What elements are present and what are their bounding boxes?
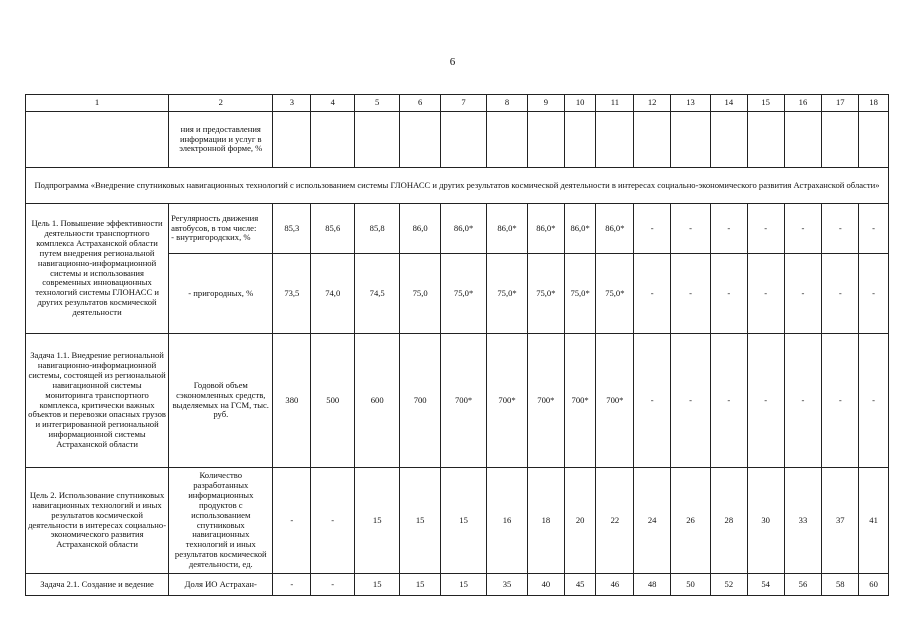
value-cell: 75,0* bbox=[487, 254, 528, 334]
column-number: 18 bbox=[859, 95, 889, 112]
task-2-1-title: Задача 2.1. Создание и ведение bbox=[26, 574, 169, 596]
value-cell: 86,0* bbox=[527, 204, 564, 254]
value-cell: 86,0 bbox=[400, 204, 441, 254]
subprogram-title: Подпрограмма «Внедрение спутниковых навигационных технологий с использованием системы ГЛОНАСС и других результатов космической деятельности в интересах социально-экономического развития Астраханской области» bbox=[26, 168, 889, 204]
table-row bbox=[26, 204, 889, 254]
value-cell: - bbox=[710, 334, 747, 468]
value-cell: 75,0* bbox=[527, 254, 564, 334]
value-cell: 58 bbox=[822, 574, 859, 596]
value-cell: 75,0 bbox=[400, 254, 441, 334]
value-cell: 54 bbox=[747, 574, 784, 596]
column-number: 12 bbox=[634, 95, 671, 112]
value-cell: 700* bbox=[441, 334, 487, 468]
value-cell: - bbox=[784, 254, 822, 334]
column-number: 2 bbox=[169, 95, 273, 112]
column-number: 13 bbox=[671, 95, 711, 112]
value-cell: - bbox=[859, 204, 889, 254]
value-cell: 700* bbox=[487, 334, 528, 468]
indicator-cell: - пригородных, % bbox=[169, 254, 273, 334]
column-number: 15 bbox=[747, 95, 784, 112]
value-cell: - bbox=[273, 468, 311, 574]
value-cell: 85,3 bbox=[273, 204, 311, 254]
value-cell: - bbox=[747, 204, 784, 254]
value-cell: 74,0 bbox=[311, 254, 355, 334]
value-cell: - bbox=[747, 334, 784, 468]
page-number: 6 bbox=[449, 56, 456, 68]
column-number: 6 bbox=[400, 95, 441, 112]
table-row bbox=[26, 334, 889, 468]
value-cell: 700* bbox=[596, 334, 634, 468]
column-number: 7 bbox=[441, 95, 487, 112]
value-cell: 15 bbox=[400, 468, 441, 574]
value-cell: 75,0* bbox=[564, 254, 596, 334]
value-cell: 500 bbox=[311, 334, 355, 468]
column-number: 9 bbox=[527, 95, 564, 112]
value-cell: 24 bbox=[634, 468, 671, 574]
value-cell: - bbox=[822, 334, 859, 468]
value-cell: 20 bbox=[564, 468, 596, 574]
value-cell: 46 bbox=[596, 574, 634, 596]
value-cell: - bbox=[859, 254, 889, 334]
value-cell: - bbox=[822, 204, 859, 254]
continuation-row bbox=[26, 112, 889, 168]
value-cell: 700 bbox=[400, 334, 441, 468]
table-row bbox=[26, 574, 889, 596]
value-cell: 74,5 bbox=[355, 254, 400, 334]
value-cell: - bbox=[784, 334, 822, 468]
value-cell: - bbox=[710, 204, 747, 254]
column-number-row bbox=[26, 95, 889, 112]
value-cell: 50 bbox=[671, 574, 711, 596]
value-cell: 52 bbox=[710, 574, 747, 596]
value-cell: - bbox=[634, 334, 671, 468]
value-cell: 35 bbox=[487, 574, 528, 596]
column-number: 14 bbox=[710, 95, 747, 112]
value-cell: 86,0* bbox=[441, 204, 487, 254]
value-cell: - bbox=[634, 204, 671, 254]
value-cell: 86,0* bbox=[596, 204, 634, 254]
value-cell: 26 bbox=[671, 468, 711, 574]
value-cell: 73,5 bbox=[273, 254, 311, 334]
goal-cell-empty bbox=[26, 112, 169, 168]
value-cell: 37 bbox=[822, 468, 859, 574]
value-cell: - bbox=[273, 574, 311, 596]
value-cell: - bbox=[634, 254, 671, 334]
column-number: 1 bbox=[26, 95, 169, 112]
value-cell: 33 bbox=[784, 468, 822, 574]
value-cell: 85,8 bbox=[355, 204, 400, 254]
value-cell: 85,6 bbox=[311, 204, 355, 254]
column-number: 3 bbox=[273, 95, 311, 112]
value-cell: - bbox=[710, 254, 747, 334]
value-cell: 48 bbox=[634, 574, 671, 596]
column-number: 10 bbox=[564, 95, 596, 112]
column-number: 5 bbox=[355, 95, 400, 112]
goal-2-title: Цель 2. Использование спутниковых навигационных технологий и иных результатов космической деятельности в интересах социально-экономического развития Астраханской области bbox=[26, 468, 169, 574]
value-cell: 86,0* bbox=[564, 204, 596, 254]
column-number: 8 bbox=[487, 95, 528, 112]
value-cell: - bbox=[671, 204, 711, 254]
table-row bbox=[26, 468, 889, 574]
value-cell: - bbox=[671, 254, 711, 334]
value-cell: 15 bbox=[441, 468, 487, 574]
column-number: 17 bbox=[822, 95, 859, 112]
value-cell: 60 bbox=[859, 574, 889, 596]
value-cell: 600 bbox=[355, 334, 400, 468]
indicator-cell: Годовой объем сэкономленных средств, выделяемых на ГСМ, тыс. руб. bbox=[169, 334, 273, 468]
column-number: 4 bbox=[311, 95, 355, 112]
value-cell: 45 bbox=[564, 574, 596, 596]
indicator-cell: Количество разработанных информационных продуктов с использованием спутниковых навигационных технологий и иных результатов космической деятельности, ед. bbox=[169, 468, 273, 574]
indicator-cell: Доля ИО Астрахан- bbox=[169, 574, 273, 596]
value-cell: 56 bbox=[784, 574, 822, 596]
value-cell: 75,0* bbox=[441, 254, 487, 334]
value-cell: - bbox=[311, 574, 355, 596]
value-cell: 15 bbox=[400, 574, 441, 596]
value-cell: 41 bbox=[859, 468, 889, 574]
value-cell: - bbox=[311, 468, 355, 574]
indicators-table bbox=[25, 94, 889, 596]
value-cell: 40 bbox=[527, 574, 564, 596]
value-cell: 75,0* bbox=[596, 254, 634, 334]
value-cell: 18 bbox=[527, 468, 564, 574]
value-cell: 16 bbox=[487, 468, 528, 574]
value-cell: 86,0* bbox=[487, 204, 528, 254]
value-cell: 15 bbox=[355, 574, 400, 596]
value-cell: - bbox=[747, 254, 784, 334]
value-cell: 700* bbox=[527, 334, 564, 468]
value-cell: 30 bbox=[747, 468, 784, 574]
value-cell: 15 bbox=[355, 468, 400, 574]
column-number: 11 bbox=[596, 95, 634, 112]
value-cell: 380 bbox=[273, 334, 311, 468]
value-cell: 28 bbox=[710, 468, 747, 574]
value-cell: - bbox=[784, 204, 822, 254]
goal-1-title: Цель 1. Повышение эффективности деятельности транспортного комплекса Астраханской области путем внедрения региональной навигационно-информационной системы и использования современных инновационных технологий системы ГЛОНАСС и других результатов космической деятельности bbox=[26, 204, 169, 334]
value-cell: - bbox=[671, 334, 711, 468]
value-cell: 22 bbox=[596, 468, 634, 574]
column-number: 16 bbox=[784, 95, 822, 112]
value-cell: - bbox=[859, 334, 889, 468]
value-cell: - bbox=[822, 254, 859, 334]
value-cell: 700* bbox=[564, 334, 596, 468]
task-1-1-title: Задача 1.1. Внедрение региональной навигационно-информационной системы, состоящей из региональной навигационной системы мониторинга транспортного комплекса, критически важных объектов и перевозки опасных грузов и интегрированной региональной информационной системы Астраханской области bbox=[26, 334, 169, 468]
value-cell: 15 bbox=[441, 574, 487, 596]
indicator-cell: ния и предоставления информации и услуг в электронной форме, % bbox=[169, 112, 273, 168]
indicator-cell: Регулярность движения автобусов, в том числе: - внутригородских, % bbox=[169, 204, 273, 254]
subprogram-row bbox=[26, 168, 889, 204]
